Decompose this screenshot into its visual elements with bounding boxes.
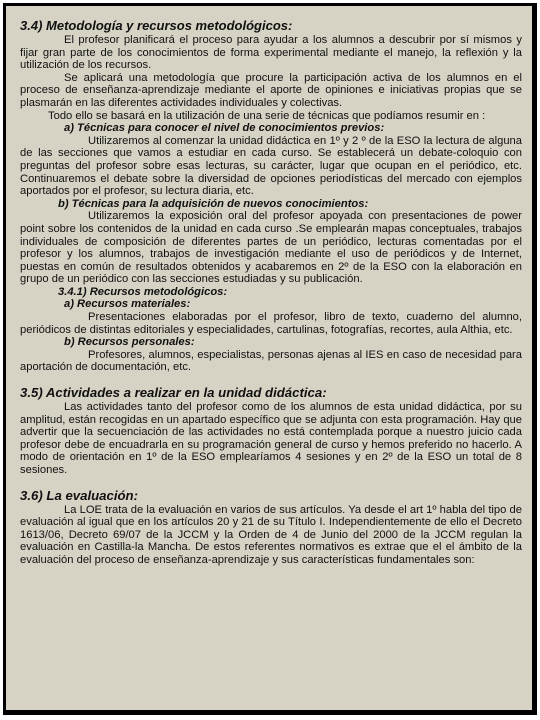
document-body [6,6,532,567]
paragraph: Utilizaremos al comenzar la unidad didáctica en 1º y 2 º de la ESO la lectura de alguna de las secciones que vamos a estudiar en cada curso. Se establecerá un debate-coloquio con preguntas del profesor sobre esas lecturas, su carácter, lugar que ocupan en el periódico, etc. Continuaremos el debate sobre la diversidad de opciones periodísticas del mercado con ejemplos aportados por el profesor, su lectura diaria, etc. [20,134,522,198]
document-page [3,3,537,715]
section-heading-activities: 3.5) Actividades a realizar en la unidad didáctica: [20,385,327,401]
subheading-new-knowledge: b) Técnicas para la adquisición de nuevos conocimientos: [58,197,369,210]
paragraph: Profesores, alumnos, especialistas, personas ajenas al IES en caso de necesidad para aportación de documentación, etc. [20,348,522,374]
section-heading-evaluation: 3.6) La evaluación: [20,487,138,503]
paragraph: Todo ello se basará en la utilización de una serie de técnicas que podíamos resumir en : [48,109,486,122]
paragraph: La LOE trata de la evaluación en varios de sus artículos. Ya desde el art 1º habla del tipo de evaluación al igual que en los artículos 20 y 21 de su Título I. Independientemente de ello el Decreto 1613/06, Decreto 69/07 de la JCCM y la Orden de 4 de Junio del 2000 de la JCCM regulan la evaluación en Castilla-la Mancha. De estos referentes normativos es extrae que el el ámbito de la evaluación del proceso de enseñanza-aprendizaje y sus características fundamentales son: [20,503,522,566]
subheading-material-resources: a) Recursos materiales: [64,298,191,311]
subheading-resources: 3.4.1) Recursos metodológicos: [58,285,228,298]
section-heading-methodology: 3.4) Metodología y recursos metodológicos: [20,18,293,33]
subheading-prior-knowledge: a) Técnicas para conocer el nivel de conocimientos previos: [64,122,385,135]
paragraph: Presentaciones elaboradas por el profesor, libro de texto, cuaderno del alumno, periódicos de distintas editoriales y especialidades, cartulinas, fotografías, recortes, aula Althia, etc. [20,311,522,336]
paragraph: Utilizaremos la exposición oral del profesor apoyada con presentaciones de power point sobre los contenidos de la unidad en cada curso .Se emplearán mapas conceptuales, trabajos individuales de composición de diferentes partes de un periódico, lecturas comentadas por el profesor y los alumnos, trabajos de investigación mediante el uso de periódicos y de Internet, puestas en común de resultados obtenidos y acabaremos en 2º de la ESO con la elaboración en grupo de un periódico con las secciones estudiadas y su publicación. [20,210,522,286]
subheading-personal-resources: b) Recursos personales: [64,336,195,349]
paragraph: El profesor planificará el proceso para ayudar a los alumnos a descubrir por sí mismos y fijar gran parte de los conocimientos de forma experimental mediante el manejo, la reflexión y la utilización de los recursos. [20,34,522,72]
paragraph: Se aplicará una metodología que procure la participación activa de los alumnos en el proceso de enseñanza-aprendizaje mediante el aporte de opiniones e iniciativas propias que se plasmarán en las diferentes actividades individuales y colectivas. [20,71,522,109]
paragraph: Las actividades tanto del profesor como de los alumnos de esta unidad didáctica, por su amplitud, están recogidas en un apartado específico que se adjunta con esta programación. Hay que advertir que la secuenciación de las actividades no está contemplada porque a nuestro juicio cada profesor debe de encuadrarla en su programación general de curso y hemos preferido no hacerlo. A modo de orientación en 1º de la ESO emplearíamos 4 sesiones y en 2º de la ESO un total de 8 sesiones. [20,401,522,476]
